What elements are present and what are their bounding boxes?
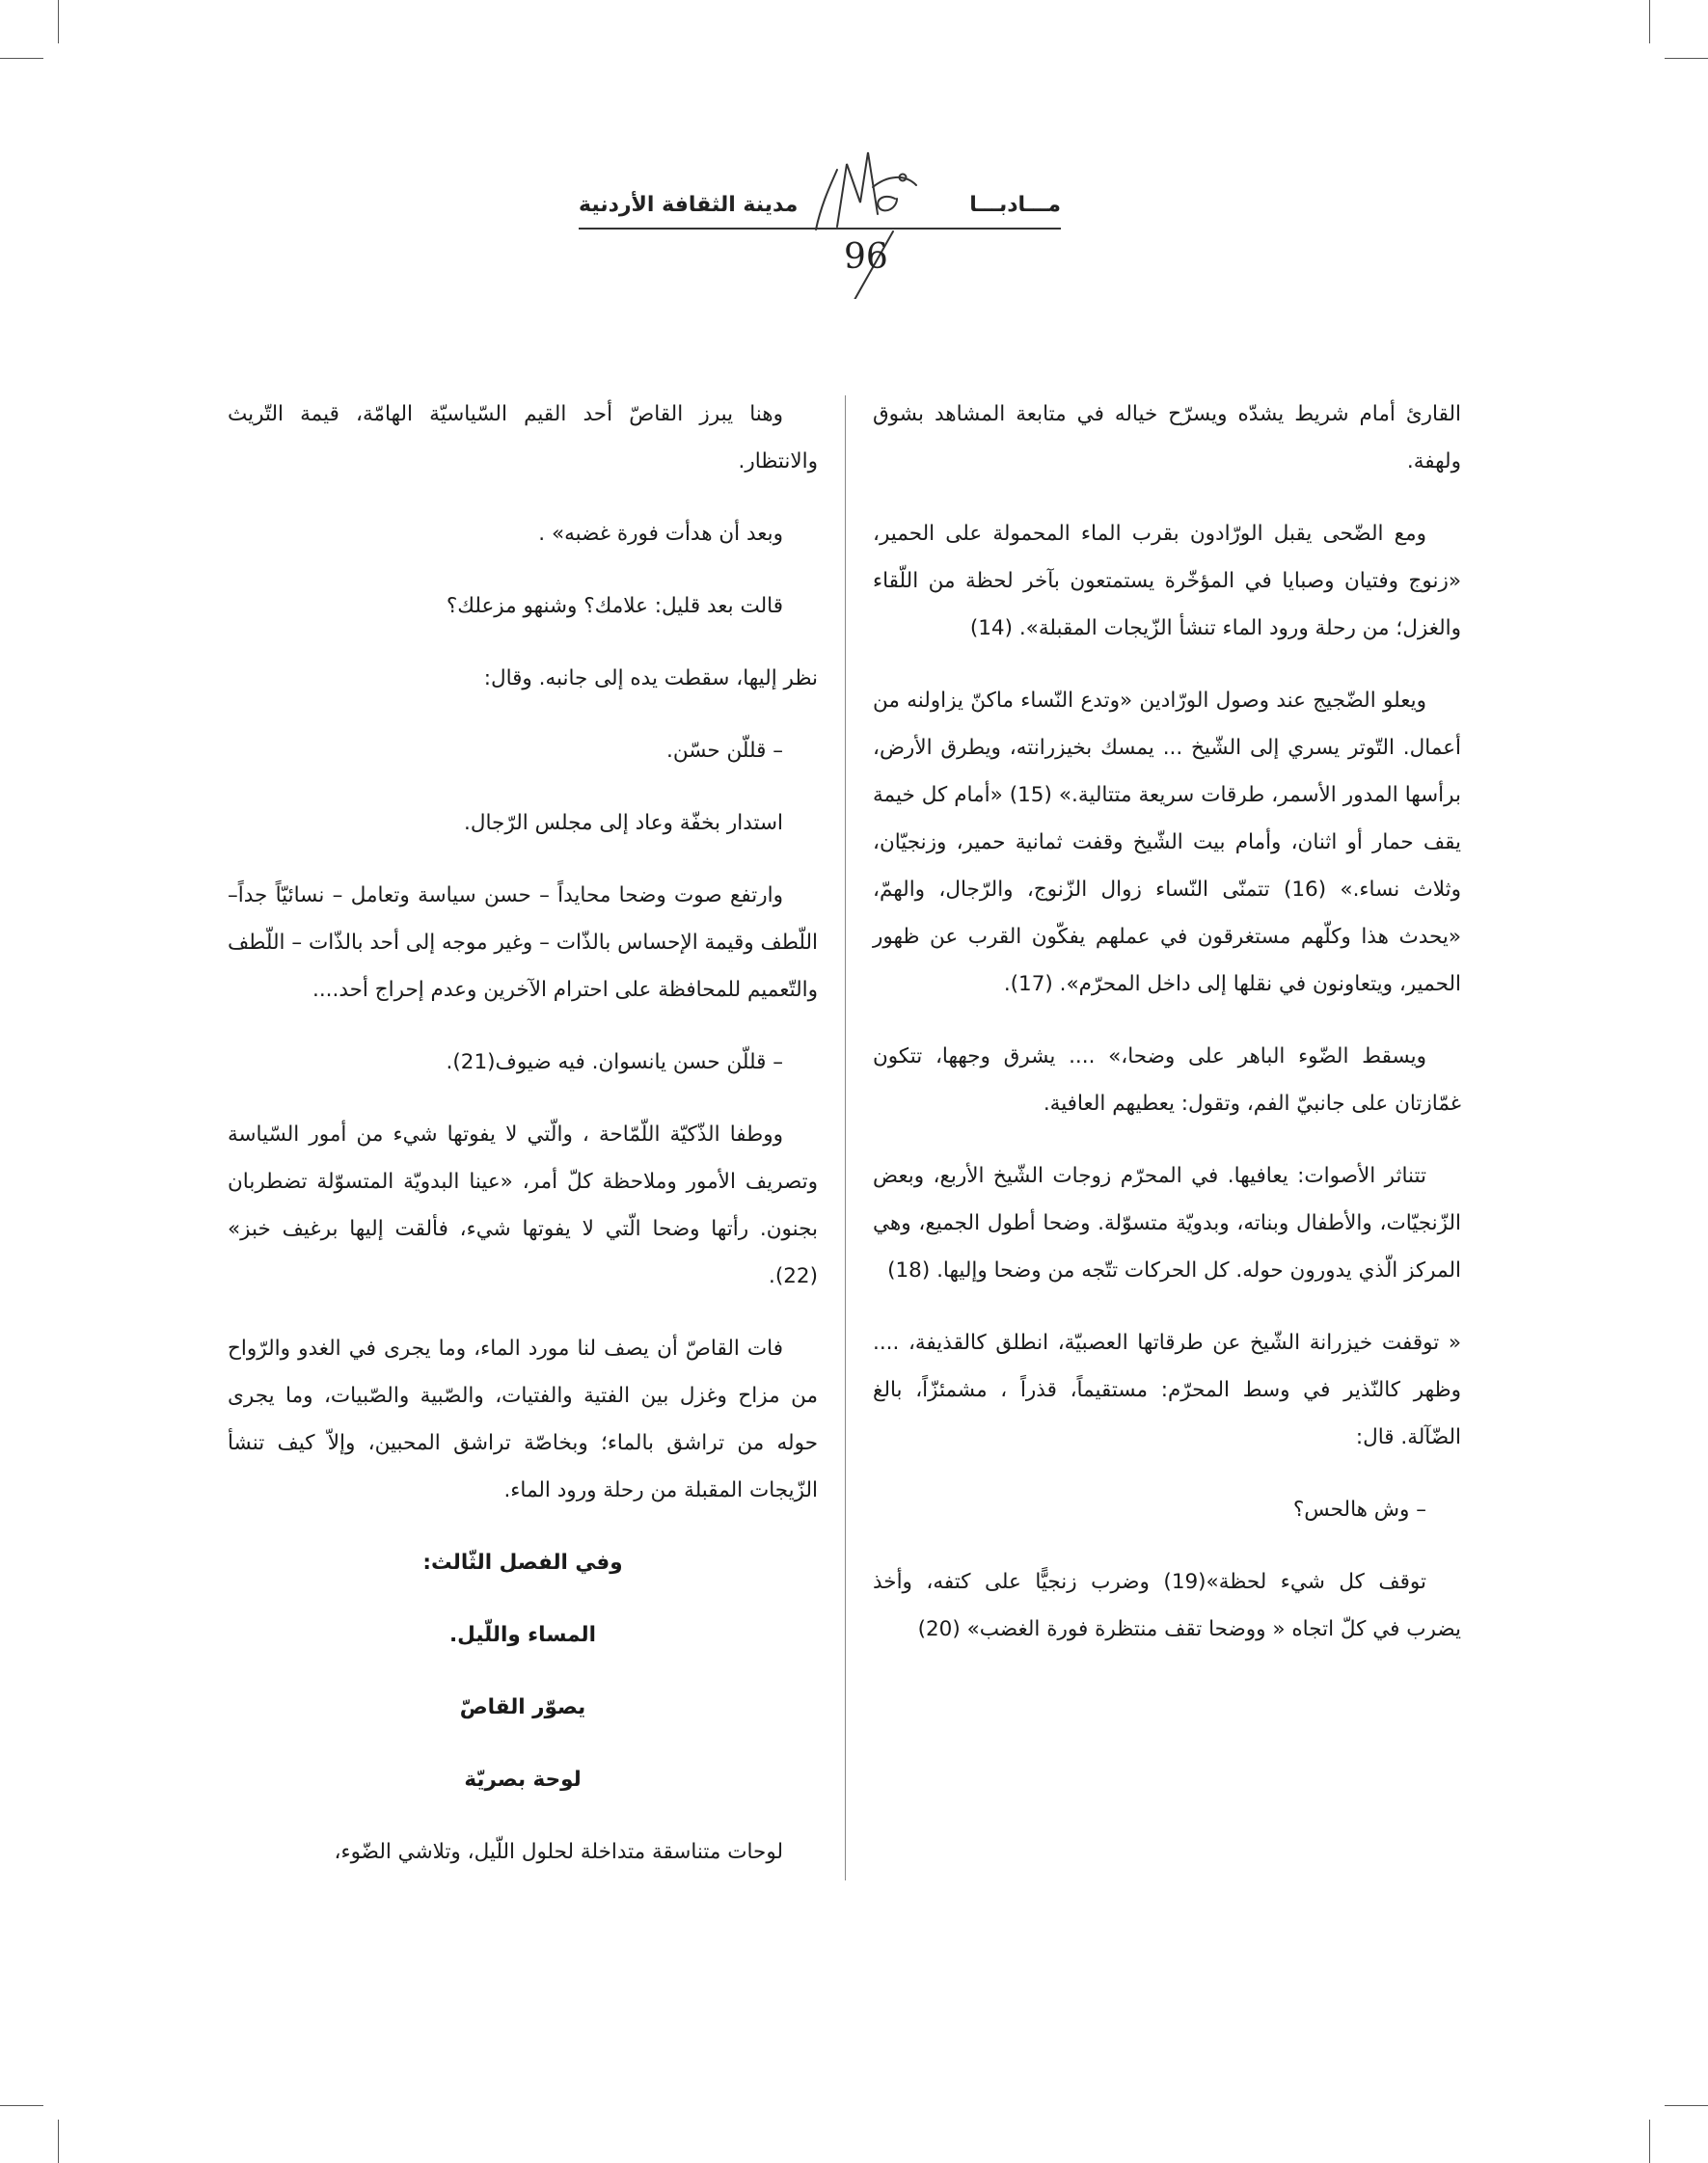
crop-mark-bottom-right-v — [1649, 2120, 1650, 2163]
section-heading: لوحة بصريّة — [464, 1768, 582, 1792]
page-header — [579, 145, 1061, 299]
paragraph: وبعد أن هدأت فورة غضبه» . — [538, 522, 783, 546]
paragraph: نظر إليها، سقطت يده إلى جانبه. وقال: — [483, 666, 818, 690]
paragraph: وارتفع صوت وضحا محايداً – حسن سياسة وتعامل – نسائيّاً جداً– اللّطف وقيمة الإحساس بالذّات – وغير موجه إلى أحد بالذّات – اللّطف والتّعميم للمحافظة على احترام الآخرين وعدم إحراج أحد.... — [228, 883, 818, 1002]
header-rule — [579, 228, 1061, 230]
paragraph: استدار بخفّة وعاد إلى مجلس الرّجال. — [464, 811, 783, 835]
crop-mark-bottom-right-h — [1665, 2105, 1708, 2106]
paragraph: ويسقط الضّوء الباهر على وضحا،» .... يشرق وجهها، تتكون غمّازتان على جانبيّ الفم، وتقول: يعطيهم العافية. — [873, 1044, 1461, 1116]
paragraph: لوحات متناسقة متداخلة لحلول اللّيل، وتلاشي الضّوء، — [334, 1840, 783, 1864]
paragraph: ووطفا الذّكيّة اللّمّاحة ، والّتي لا يفوتها شيء من أمور السّياسة وتصريف الأمور وملاحظة كلّ أمر، «عينا البدويّة المتسوّلة تضطربان بجنون. رأتها وضحا الّتي لا يفوتها شيء، فألقت إليها برغيف خبز» (22). — [228, 1122, 818, 1288]
section-heading: المساء واللّيل. — [448, 1623, 596, 1647]
paragraph: – وش هالحس؟ — [1292, 1498, 1426, 1522]
crop-mark-bottom-left-h — [0, 2105, 43, 2106]
crop-mark-top-right-v — [1649, 0, 1650, 43]
crop-mark-top-left-v — [58, 0, 59, 43]
paragraph: – قللّن حسّن. — [666, 739, 783, 763]
page-number: 96 — [844, 237, 888, 277]
paragraph: فات القاصّ أن يصف لنا مورد الماء، وما يجرى في الغدو والرّواح من مزاح وغزل بين الفتية والفتيات، والصّبية والصّبيات، وما يجرى حوله من تراشق بالماء؛ وبخاصّة تراشق المحبين، وإلاّ كيف تنشأ الزّيجات المقبلة من رحلة ورود الماء. — [228, 1337, 818, 1502]
header-subtitle: مدينة الثقافة الأردنية — [579, 193, 799, 217]
section-heading: وفي الفصل الثّالث: — [422, 1551, 623, 1575]
crop-mark-bottom-left-v — [58, 2120, 59, 2163]
right-column — [873, 391, 1461, 1678]
header-publication: مـــادبـــا — [969, 193, 1061, 217]
paragraph: « توقفت خيزرانة الشّيخ عن طرقاتها العصبيّة، انطلق كالقذيفة، .... وظهر كالنّذير في وسط المحرّم: مستقيماً، قذراً ، مشمئزّاً، بالغ الضّآلة. قال: — [873, 1331, 1461, 1449]
madaba-logo-icon — [579, 145, 1061, 299]
paragraph: قالت بعد قليل: علامك؟ وشنهو مزعلك؟ — [446, 594, 783, 618]
section-heading: يصوّر القاصّ — [459, 1695, 586, 1719]
paragraph: – قللّن حسن يانسوان. فيه ضيوف(21). — [446, 1050, 783, 1074]
paragraph: وهنا يبرز القاصّ أحد القيم السّياسيّة الهامّة، قيمة التّريث والانتظار. — [228, 402, 818, 473]
left-column — [228, 391, 818, 1901]
paragraph: توقف كل شيء لحظة»(19) وضرب زنجيًّا على كتفه، وأخذ يضرب في كلّ اتجاه « ووضحا تقف منتظرة فورة الغضب» (20) — [873, 1570, 1461, 1641]
paragraph: القارئ أمام شريط يشدّه ويسرّح خياله في متابعة المشاهد بشوق ولهفة. — [873, 402, 1461, 473]
crop-mark-top-left-h — [0, 58, 43, 59]
paragraph: ومع الضّحى يقبل الورّادون بقرب الماء المحمولة على الحمير، «زنوج وفتيان وصبايا في المؤخّرة يستمتعون بآخر لحظة من اللّقاء والغزل؛ من رحلة ورود الماء تنشأ الزّيجات المقبلة». (14) — [873, 522, 1461, 640]
crop-mark-top-right-h — [1665, 58, 1708, 59]
column-divider — [845, 395, 846, 1880]
paragraph: تتناثر الأصوات: يعافيها. في المحرّم زوجات الشّيخ الأربع، وبعض الزّنجيّات، والأطفال وبناته، وبدويّة متسوّلة. وضحا أطول الجميع، وهي المركز الّذي يدورون حوله. كل الحركات تتّجه من وضحا وإليها. (18) — [873, 1164, 1461, 1283]
paragraph: ويعلو الضّجيج عند وصول الورّادين «وتدع النّساء ماكنّ يزاولنه من أعمال. التّوتر يسري إلى الشّيخ ... يمسك بخيزرانته، ويطرق الأرض، برأسها المدور الأسمر، طرقات سريعة متتالية.» (15) «أمام كل خيمة يقف حمار أو اثنان، وأمام بيت الشّيخ وقفت ثمانية حمير، وزنجيّان، وثلاث نساء.» (16) تتمنّى النّساء زوال الزّنوج، والرّجال، والهمّ، «يحدث هذا وكلّهم مستغرقون في عملهم يفكّون القرب عن ظهور الحمير، ويتعاونون في نقلها إلى داخل المحرّم». (17). — [873, 689, 1461, 996]
